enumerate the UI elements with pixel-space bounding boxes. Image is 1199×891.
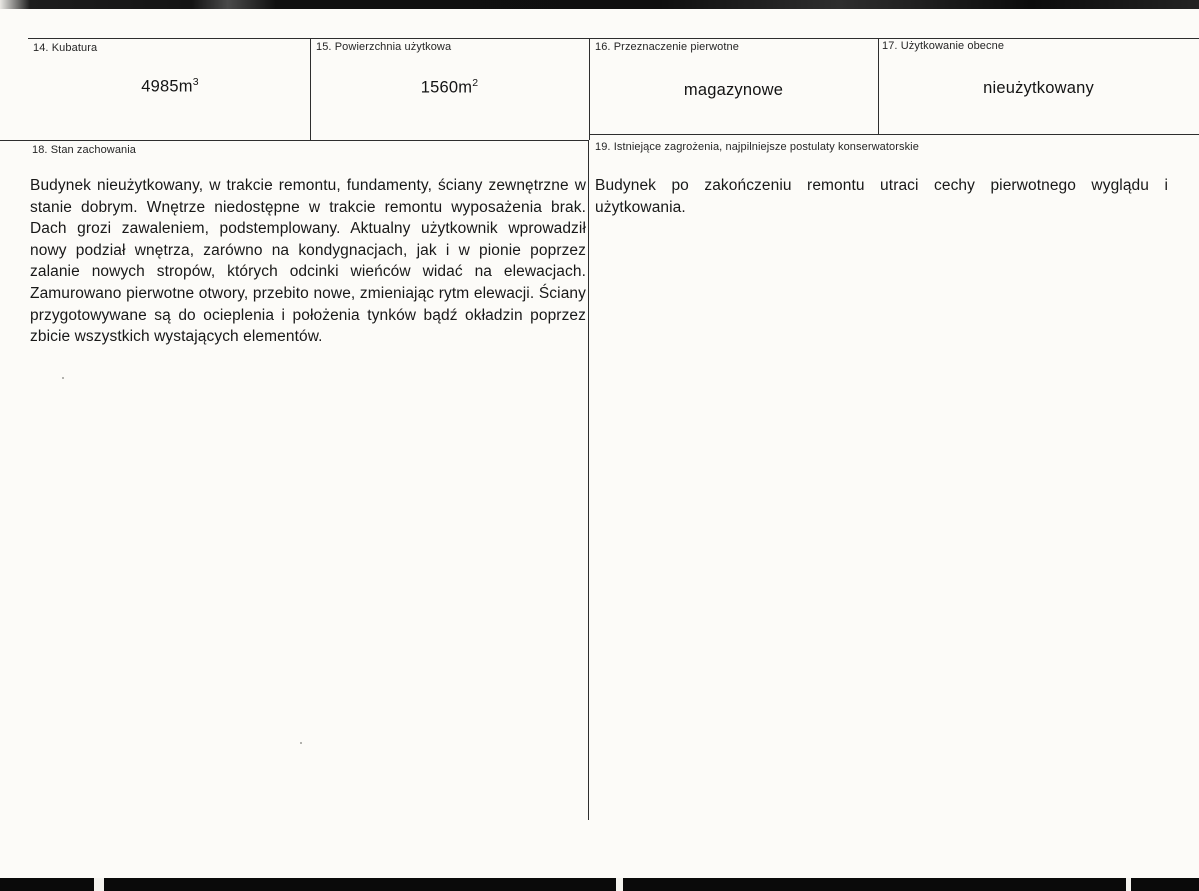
scan-speck <box>300 742 302 744</box>
field-14-value-text: 4985m <box>141 77 193 96</box>
scan-edge-notch <box>94 878 104 891</box>
top-rule <box>28 38 1199 39</box>
field-19-text: Budynek po zakończeniu remontu utraci cechy pierwotnego wyglądu i użytkowania. <box>595 177 1168 216</box>
center-divider <box>588 140 589 820</box>
field-16-label: 16. Przeznaczenie pierwotne <box>595 41 739 53</box>
scan-edge-bottom <box>0 878 1199 891</box>
field-15-value <box>310 77 589 98</box>
field-15-value-text: 1560m <box>420 78 473 97</box>
field-14-value-superscript: 3 <box>192 76 199 88</box>
scan-edge-top <box>0 0 1199 9</box>
field-17-value: nieużytkowany <box>983 79 1094 97</box>
field-15-value-superscript: 2 <box>472 77 479 89</box>
field-14-label: 14. Kubatura <box>33 42 98 54</box>
field-17-label: 17. Użytkowanie obecne <box>882 40 1005 52</box>
field-15-label: 15. Powierzchnia użytkowa <box>316 41 452 53</box>
scan-edge-notch <box>1126 878 1131 891</box>
mid-rule-left <box>0 140 589 141</box>
scan-edge-notch <box>616 878 623 891</box>
field-16-value: magazynowe <box>683 81 784 99</box>
scan-speck <box>62 377 64 379</box>
field-18-label: 18. Stan zachowania <box>32 144 137 156</box>
field-14-value <box>30 76 310 97</box>
field-18-text: Budynek nieużytkowany, w trakcie remontu, fundamenty, ściany zewnętrzne w stanie dobrym. Wnętrze niedostępne w trakcie remontu wyposażenia brak. Dach grozi zawaleniem, podstemplowany. Aktualny użytkownik wprowadził nowy podział wnętrza, zarówno na kondygnacjach, jak i w pionie poprzez zalanie nowych stropów, których odcinki wieńców widać na elewacjach. Zamurowano pierwotne otwory, przebito nowe, zmieniając rytm elewacji. Ściany przygotowywane są do ocieplenia i położenia tynków bądź okładzin poprzez zbicie wszystkich wystających elementów. <box>30 177 586 346</box>
mid-rule-right <box>589 134 1199 135</box>
field-19-label: 19. Istniejące zagrożenia, najpilniejsze postulaty konserwatorskie <box>595 141 919 153</box>
